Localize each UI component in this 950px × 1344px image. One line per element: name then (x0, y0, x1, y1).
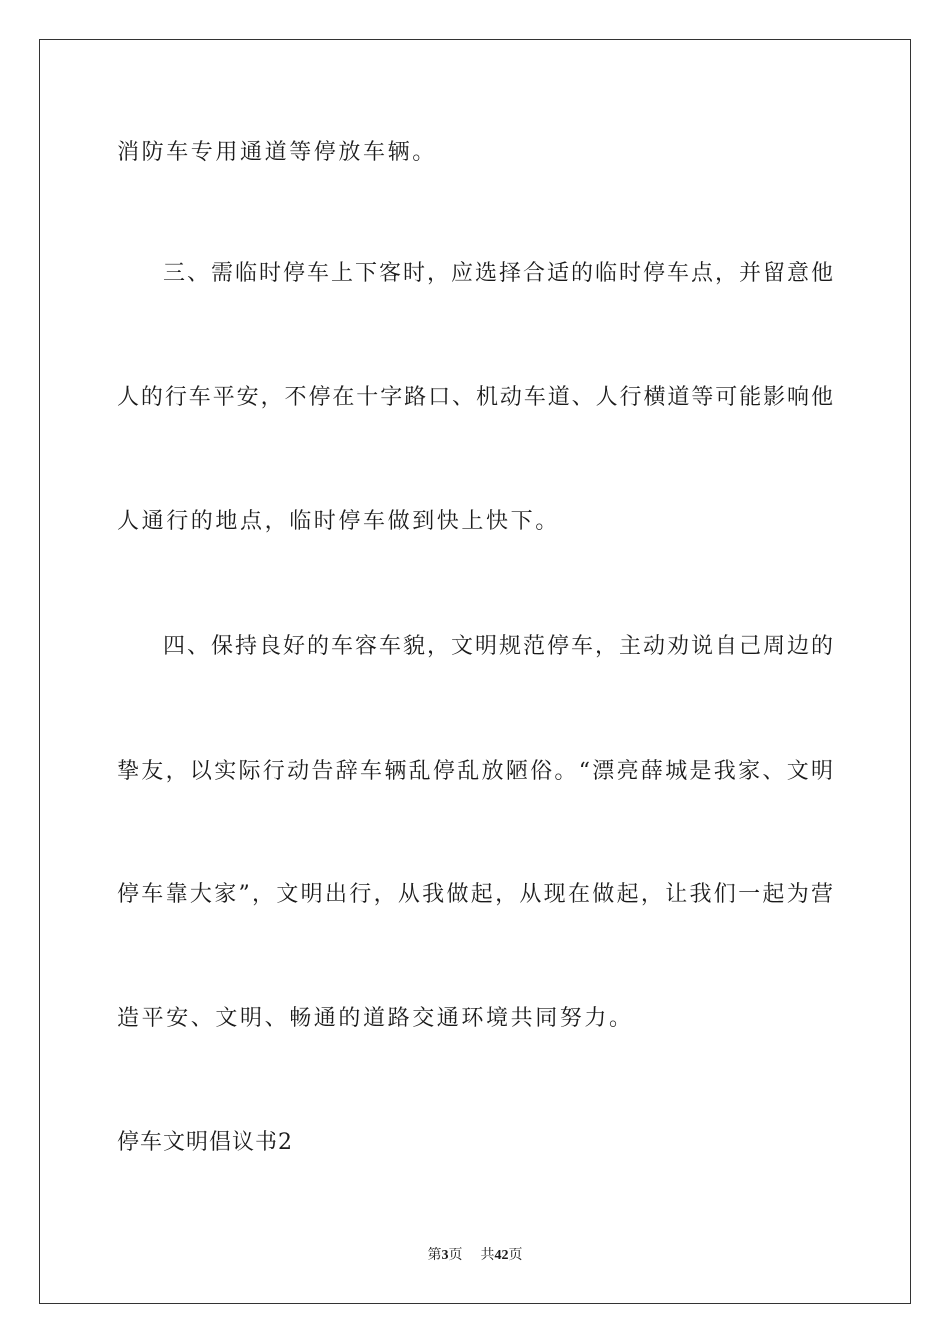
total-pages: 42 (494, 1248, 509, 1263)
paragraph-three-line-2: 人的行车平安，不停在十字路口、机动车道、人行横道等可能影响他 (117, 385, 833, 410)
page-number: 3 (441, 1248, 449, 1263)
paragraph-four-line-2: 挚友，以实际行动告辞车辆乱停乱放陋俗。“漂亮薛城是我家、文明 (117, 759, 833, 784)
paragraph-three-line-1: 三、需临时停车上下客时，应选择合适的临时停车点，并留意他 (163, 261, 833, 286)
total-suffix: 页 (508, 1248, 523, 1263)
paragraph-four-line-4: 造平安、文明、畅通的道路交通环境共同努力。 (117, 1006, 634, 1031)
paragraph-line: 消防车专用通道等停放车辆。 (117, 140, 437, 165)
page-footer (0, 1247, 950, 1265)
paragraph-four-line-1: 四、保持良好的车容车貌，文明规范停车，主动劝说自己周边的 (163, 634, 833, 659)
page-suffix: 页 (448, 1248, 463, 1263)
section-heading: 停车文明倡议书2 (117, 1130, 293, 1155)
paragraph-three-line-3: 人通行的地点，临时停车做到快上快下。 (117, 509, 560, 534)
page-prefix: 第 (427, 1248, 442, 1263)
paragraph-four-line-3: 停车靠大家”，文明出行，从我做起，从现在做起，让我们一起为营 (117, 882, 833, 907)
page-border (39, 39, 911, 1304)
total-prefix: 共 (480, 1248, 495, 1263)
